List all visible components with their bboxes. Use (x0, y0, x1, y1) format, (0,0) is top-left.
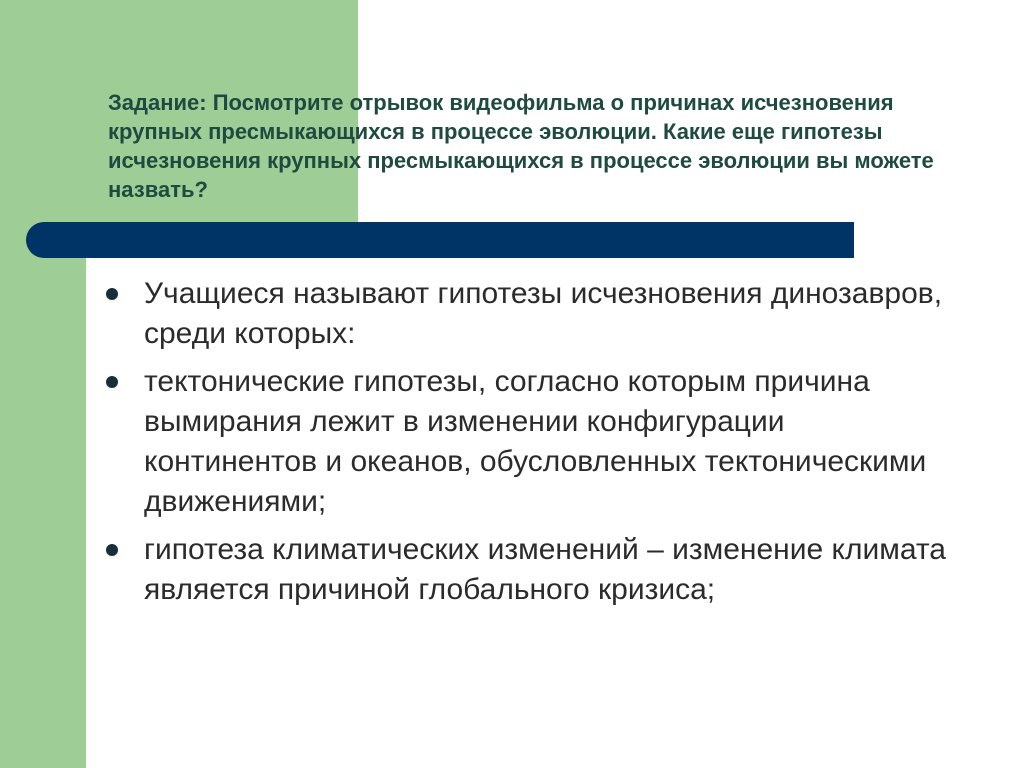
bullet-dot-icon (106, 544, 118, 556)
slide-title: Задание: Посмотрите отрывок видеофильма о причинах исчезновения крупных пресмыкающихся в процессе эволюции. Какие еще гипотезы исчезновения крупных пресмыкающихся в процессе эволюции вы можете назвать? (108, 90, 934, 202)
bullet-text: гипотеза климатических изменений – изменение климата является причиной глобального кризиса; (144, 533, 946, 606)
bullet-text: тектонические гипотезы, согласно которым причина вымирания лежит в изменении конфигурации континентов и океанов, обусловленных тектоническими движениями; (144, 365, 927, 518)
bullet-dot-icon (106, 288, 118, 300)
bullet-text: Учащиеся называют гипотезы исчезновения динозавров, среди которых: (144, 277, 943, 350)
bullet-list (100, 274, 960, 618)
title-divider-bar (26, 222, 854, 258)
bullet-item-tectonic (100, 362, 960, 522)
bullet-dot-icon (106, 376, 118, 388)
bullet-item-climate (100, 530, 960, 610)
bullet-item-students (100, 274, 960, 354)
